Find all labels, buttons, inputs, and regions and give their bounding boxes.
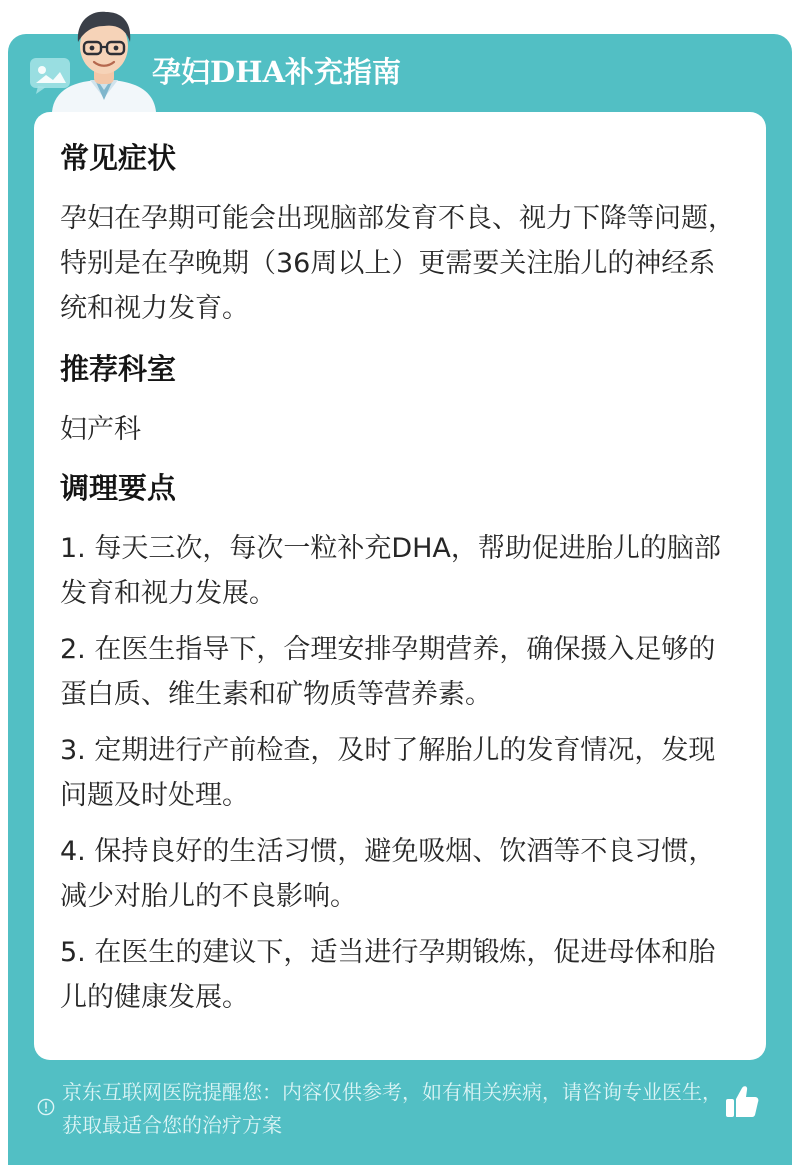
care-tip-item: 4. 保持良好的生活习惯，避免吸烟、饮酒等不良习惯，减少对胎儿的不良影响。 xyxy=(60,836,716,912)
thumbs-up-icon[interactable] xyxy=(722,1082,762,1122)
care-tip-item: 3. 定期进行产前检查，及时了解胎儿的发育情况，发现问题及时处理。 xyxy=(60,735,716,811)
care-tip-item: 2. 在医生指导下，合理安排孕期营养，确保摄入足够的蛋白质、维生素和矿物质等营养素。 xyxy=(60,634,716,710)
department-text: 妇产科 xyxy=(60,414,141,445)
care-tips-list xyxy=(60,526,740,1020)
content-card xyxy=(34,112,766,1060)
doctor-avatar-icon xyxy=(44,4,164,112)
care-tip-item: 5. 在医生的建议下，适当进行孕期锻炼，促进母体和胎儿的健康发展。 xyxy=(60,937,716,1013)
care-tip-item: 1. 每天三次，每次一粒补充DHA，帮助促进胎儿的脑部发育和视力发展。 xyxy=(60,533,721,609)
symptoms-heading: 常见症状 xyxy=(60,141,177,175)
disclaimer-text: 京东互联网医院提醒您：内容仅供参考，如有相关疾病，请咨询专业医生，获取最适合您的治疗方案 xyxy=(62,1080,722,1137)
footer xyxy=(0,1060,800,1165)
care-heading: 调理要点 xyxy=(60,471,177,505)
info-icon xyxy=(37,1098,55,1116)
department-heading: 推荐科室 xyxy=(60,352,177,386)
page-title: 孕妇DHA补充指南 xyxy=(152,55,402,89)
symptoms-text: 孕妇在孕期可能会出现脑部发育不良、视力下降等问题，特别是在孕晚期（36周以上）更需要关注胎儿的神经系统和视力发育。 xyxy=(60,203,735,324)
